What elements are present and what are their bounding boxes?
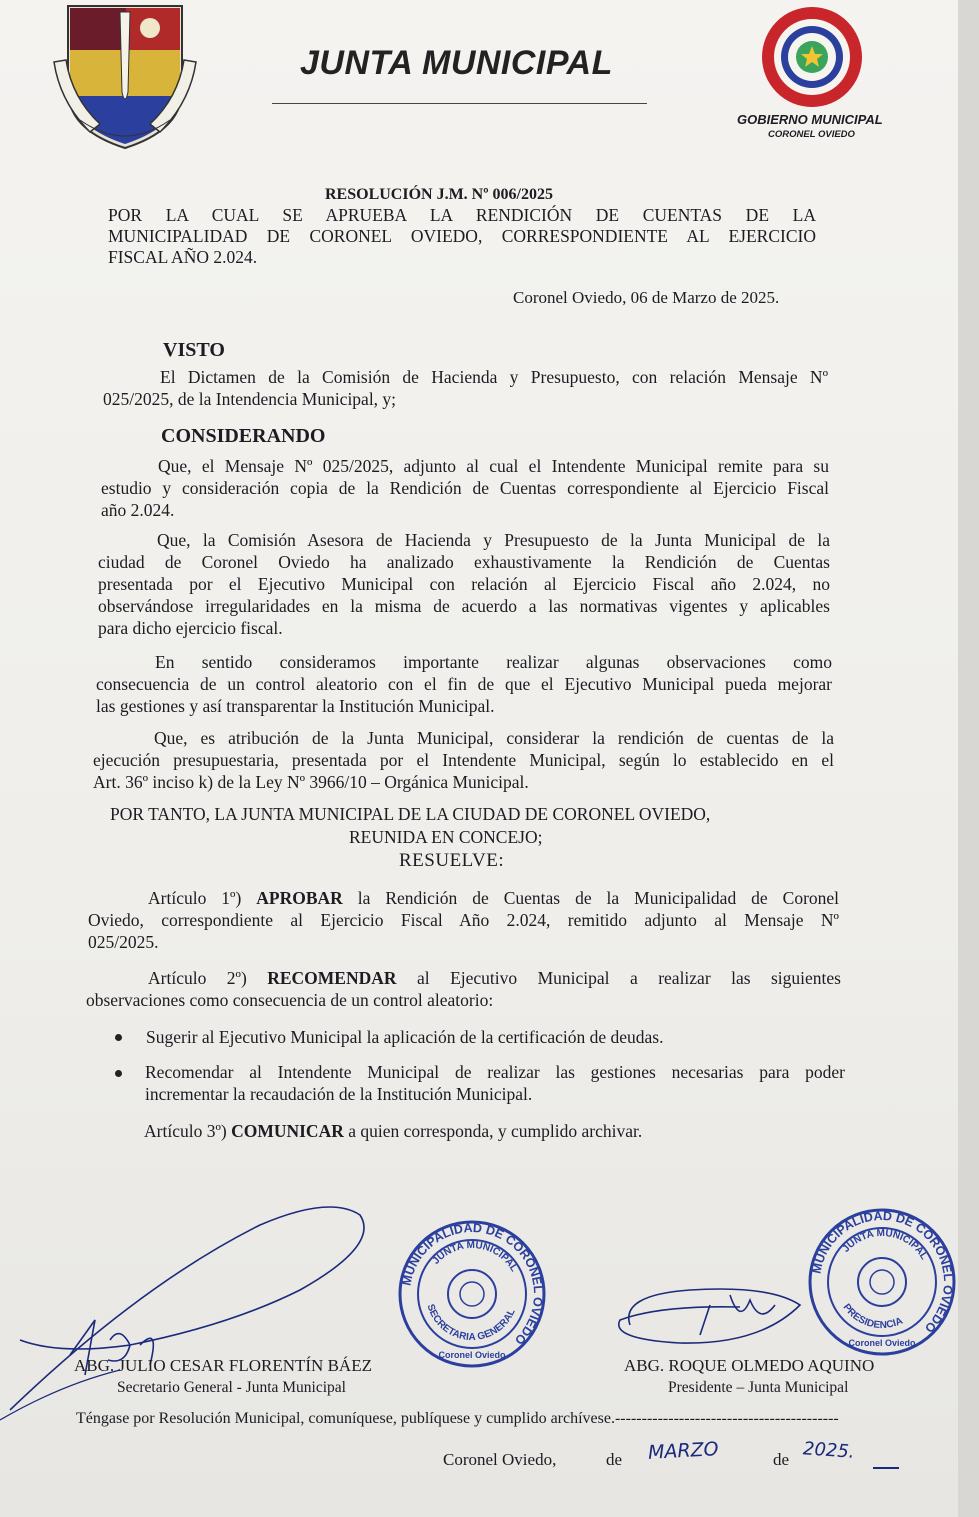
stamp-left-city-text: Coronel Oviedo bbox=[438, 1350, 506, 1360]
stamp-left-outer-text: MUNICIPALIDAD DE CORONEL OVIEDO bbox=[399, 1220, 546, 1348]
article-3-prefix: Artículo 3º) bbox=[144, 1121, 227, 1141]
paragraph-line: Que, la Comisión Asesora de Hacienda y Presupuesto de la Junta Municipal de la bbox=[157, 530, 830, 550]
bullet-item-1: Sugerir al Ejecutivo Municipal la aplicación de la certificación de deudas. bbox=[146, 1027, 664, 1047]
por-tanto-line2: REUNIDA EN CONCEJO; bbox=[349, 827, 543, 847]
president-role: Presidente – Junta Municipal bbox=[668, 1379, 849, 1396]
promulgation-line: Téngase por Resolución Municipal, comuníquese, publíquese y cumplido archívese.------------------------------------------ bbox=[76, 1410, 839, 1427]
stamp-right-bottom-text: PRESIDENCIA bbox=[840, 1301, 905, 1332]
handwritten-month: MARZO bbox=[647, 1438, 720, 1464]
bullet-2-line2: incrementar la recaudación de la Institución Municipal. bbox=[145, 1084, 533, 1104]
considerando-paragraph-1 bbox=[101, 455, 829, 521]
considerando-paragraph-3 bbox=[96, 651, 832, 717]
presidencia-stamp bbox=[806, 1206, 958, 1358]
stamp-right-city-text: Coronel Oviedo bbox=[848, 1338, 916, 1348]
considerando-heading: CONSIDERANDO bbox=[161, 425, 326, 447]
coronel-oviedo-label: CORONEL OVIEDO bbox=[768, 129, 855, 140]
visto-line: 025/2025, de la Intendencia Municipal, y; bbox=[103, 389, 397, 409]
subject-line: POR LA CUAL SE APRUEBA LA RENDICIÓN DE CUENTAS DE LA bbox=[108, 205, 816, 225]
paragraph-line: para dicho ejercicio fiscal. bbox=[98, 618, 283, 638]
secretary-name: ABG. JULIO CESAR FLORENTÍN BÁEZ bbox=[74, 1356, 372, 1375]
article-2-line1 bbox=[86, 967, 841, 989]
resuelve-heading: RESUELVE: bbox=[399, 850, 505, 871]
stamp-left-inner-text: JUNTA MUNICIPAL bbox=[430, 1239, 520, 1274]
subject-line: FISCAL AÑO 2.024. bbox=[108, 247, 258, 267]
article-1 bbox=[88, 887, 839, 953]
footer-de-2: de bbox=[773, 1450, 790, 1469]
visto-text bbox=[103, 366, 828, 410]
header-title: JUNTA MUNICIPAL bbox=[300, 44, 613, 82]
paragraph-line: observándose irregularidades en la misma de acuerdo a las normativas vigentes y aplicables bbox=[98, 596, 830, 616]
article-2-verb: RECOMENDAR bbox=[267, 968, 397, 988]
article-3 bbox=[144, 1120, 642, 1142]
gobierno-municipal-label: GOBIERNO MUNICIPAL bbox=[737, 112, 883, 127]
bullet-marker bbox=[115, 1034, 122, 1041]
stamp-right-inner-text: JUNTA MUNICIPAL bbox=[840, 1227, 930, 1262]
footer-city: Coronel Oviedo, bbox=[443, 1450, 557, 1469]
bullet-marker bbox=[115, 1070, 122, 1077]
stamp-left-bottom-text: SECRETARIA GENERAL bbox=[424, 1302, 518, 1344]
resolution-number: RESOLUCIÓN J.M. Nº 006/2025 bbox=[325, 186, 553, 203]
bullet-item-2 bbox=[145, 1061, 845, 1105]
article-1-line2: Oviedo, correspondiente al Ejercicio Fiscal Año 2.024, remitido adjunto al Mensaje Nº bbox=[88, 910, 839, 930]
article-3-verb: COMUNICAR bbox=[231, 1121, 344, 1141]
article-1-verb: APROBAR bbox=[256, 888, 343, 908]
secretary-role: Secretario General - Junta Municipal bbox=[117, 1379, 346, 1396]
paraguay-seal-logo bbox=[752, 4, 872, 110]
considerando-paragraph-4 bbox=[93, 727, 834, 793]
paragraph-line: ciudad de Coronel Oviedo ha analizado exhaustivamente la Rendición de Cuentas bbox=[98, 552, 830, 572]
article-1-text: la Rendición de Cuentas de la Municipalidad de Coronel bbox=[357, 888, 840, 908]
footer-de-1: de bbox=[606, 1450, 623, 1469]
paragraph-line: Que, es atribución de la Junta Municipal, considerar la rendición de cuentas de la bbox=[154, 728, 834, 748]
paragraph-line: presentada por el Ejecutivo Municipal con relación al Ejercicio Fiscal año 2.024, no bbox=[98, 574, 830, 594]
paragraph-line: En sentido consideramos importante realizar algunas observaciones como bbox=[155, 652, 832, 672]
por-tanto-line1: POR TANTO, LA JUNTA MUNICIPAL DE LA CIUDAD DE CORONEL OVIEDO, bbox=[110, 804, 711, 824]
subject-line: MUNICIPALIDAD DE CORONEL OVIEDO, CORRESPONDIENTE AL EJERCICIO bbox=[108, 226, 816, 246]
stamp-right-outer-text: MUNICIPALIDAD DE CORONEL OVIEDO bbox=[809, 1208, 956, 1336]
handwritten-dash bbox=[873, 1467, 899, 1469]
paragraph-line: ejecución presupuestaria, presentada por el Intendente Municipal, según lo establecido en el bbox=[93, 750, 834, 770]
visto-line: El Dictamen de la Comisión de Hacienda y Presupuesto, con relación Mensaje Nº bbox=[160, 367, 828, 387]
president-name: ABG. ROQUE OLMEDO AQUINO bbox=[624, 1356, 875, 1375]
article-3-text: a quien corresponda, y cumplido archivar. bbox=[348, 1121, 643, 1141]
paragraph-line: estudio y consideración copia de la Rendición de Cuentas correspondiente al Ejercicio Fiscal bbox=[101, 478, 829, 498]
paragraph-line: Art. 36º inciso k) de la Ley Nº 3966/10 – Orgánica Municipal. bbox=[93, 772, 529, 792]
article-2-text: al Ejecutivo Municipal a realizar las siguientes bbox=[417, 968, 841, 988]
secretaria-general-stamp bbox=[396, 1218, 548, 1370]
paragraph-line: Que, el Mensaje Nº 025/2025, adjunto al cual el Intendente Municipal remite para su bbox=[158, 456, 829, 476]
title-underline bbox=[272, 103, 647, 104]
article-2 bbox=[86, 967, 841, 1011]
paragraph-line: año 2.024. bbox=[101, 500, 175, 520]
handwritten-year: 2025. bbox=[802, 1438, 856, 1463]
paragraph-line: consecuencia de un control aleatorio con el fin de que el Ejecutivo Municipal pueda mejorar bbox=[96, 674, 832, 694]
article-2-prefix: Artículo 2º) bbox=[148, 968, 247, 988]
place-date: Coronel Oviedo, 06 de Marzo de 2025. bbox=[513, 288, 780, 307]
visto-heading: VISTO bbox=[163, 339, 225, 361]
resolution-subject bbox=[108, 205, 816, 268]
article-1-line3: 025/2025. bbox=[88, 932, 159, 952]
paragraph-line: las gestiones y así transparentar la Institución Municipal. bbox=[96, 696, 495, 716]
article-1-prefix: Artículo 1º) bbox=[148, 888, 242, 908]
article-1-line1 bbox=[88, 887, 839, 909]
municipal-crest-logo bbox=[50, 2, 200, 154]
bullet-2-line1: Recomendar al Intendente Municipal de realizar las gestiones necesarias para poder bbox=[145, 1062, 845, 1082]
article-2-line2: observaciones como consecuencia de un control aleatorio: bbox=[86, 990, 494, 1010]
page-edge-shadow bbox=[958, 0, 979, 1517]
considerando-paragraph-2 bbox=[98, 529, 830, 639]
